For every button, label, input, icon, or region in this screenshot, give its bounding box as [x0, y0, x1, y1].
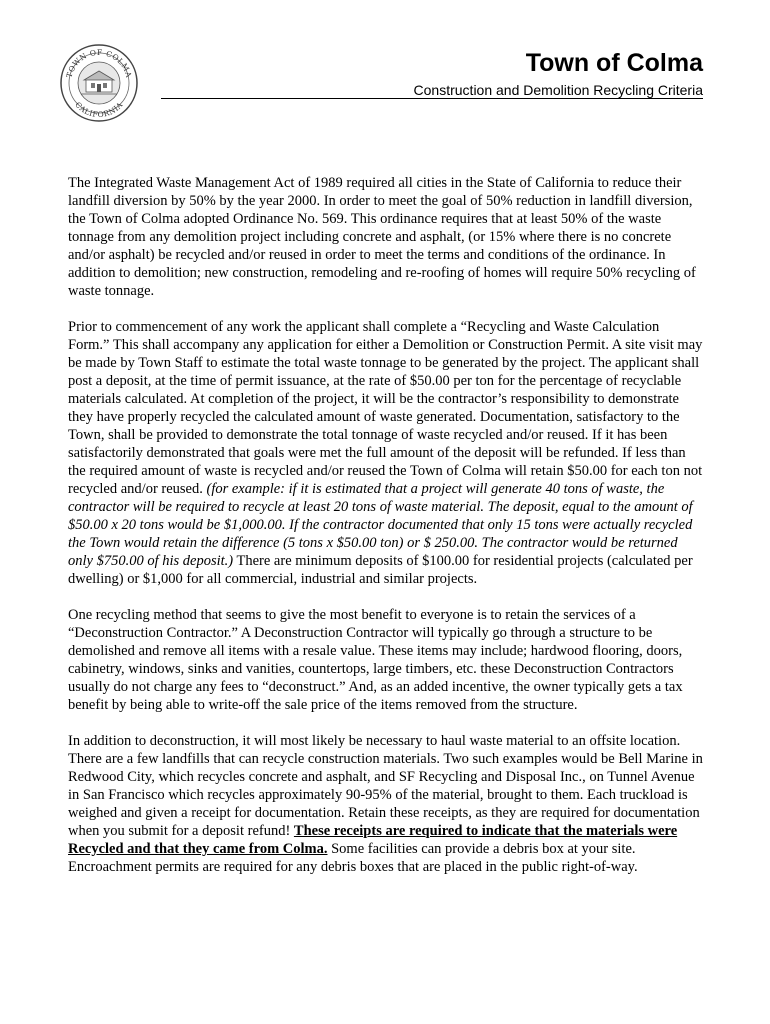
paragraph-deposit-text: Prior to commencement of any work the applicant shall complete a “Recycling and Waste Calculation Form.” This shall accompany any application for either a Demolition or Construction Permit. A site visit may be made by Town Staff to estimate the total waste tonnage to be generated by the project. The applicant shall post a deposit, at the time of permit issuance, at the rate of $50.00 per ton for the percentage of recyclable materials calculated. At completion of the project, it will be the contractor’s responsibility to demonstrate they have properly recycled the calculated amount of waste generated. Documentation, satisfactory to the Town, shall be provided to demonstrate the total tonnage of waste recycled and/or reused. If it has been satisfactorily demonstrated that goals were met the full amount of the deposit will be refunded. If less than the required amount of waste is recycled and/or reused the Town of Colma will retain $50.00 for each ton not recycled and/or reused. [68, 319, 703, 497]
paragraph-deconstruction [68, 606, 704, 714]
header-divider [161, 98, 703, 99]
paragraph-hauling-text: In addition to deconstruction, it will most likely be necessary to haul waste material to an offsite location. There are a few landfills that can recycle construction materials. Two such examples would be Bell Marine in Redwood City, which recycles concrete and asphalt, and SF Recycling and Disposal Inc., on Tunnel Avenue in San Francisco which recycles approximately 90-95% of the material, brought to them. Each truckload is weighed and given a receipt for documentation. Retain these receipts, as they are required for documentation when you submit for a deposit refund! [68, 733, 703, 839]
paragraph-deposit-minimums: There are minimum deposits of $100.00 for residential projects (calculated per dwelling) or $1,000 for all commercial, industrial and similar projects. [68, 553, 693, 587]
paragraph-intro [68, 174, 704, 300]
svg-text:TOWN OF COLMA: TOWN OF COLMA [64, 47, 134, 79]
paragraph-hauling [68, 732, 704, 876]
paragraph-intro-text: The Integrated Waste Management Act of 1989 required all cities in the State of California to reduce their landfill diversion by 50% by the year 2000. In order to meet the goal of 50% reduction in landfill diversion, the Town of Colma adopted Ordinance No. 569. This ordinance requires that at least 50% of the waste tonnage from any demolition project including concrete and asphalt, (or 15% where there is no concrete and/or asphalt) be recycled and/or reused in order to meet the terms and conditions of the ordinance. In addition to demolition; new construction, remodeling and re-roofing of homes will require 50% recycling of waste tonnage. [68, 175, 696, 299]
deposit-example-italic: (for example: if it is estimated that a project will generate 40 tons of waste, the contractor will be required to recycle at least 20 tons of waste material. The deposit, equal to the amount of $50.00 x 20 tons would be $1,000.00. If the contractor documented that only 15 tons were actually recycled the Town would retain the difference (5 tons x $50.00 ton) or $ 250.00. The contractor would be returned only $750.00 of his deposit.) [68, 481, 693, 569]
paragraph-deposit [68, 318, 704, 588]
page-title: Town of Colma [525, 49, 703, 77]
svg-text:CALIFORNIA: CALIFORNIA [73, 100, 125, 120]
paragraph-hauling-end: Some facilities can provide a debris box at your site. Encroachment permits are required for any debris boxes that are placed in the public right-of-way. [68, 841, 638, 875]
paragraph-deconstruction-text: One recycling method that seems to give the most benefit to everyone is to retain the services of a “Deconstruction Contractor.” A Deconstruction Contractor will typically go through a structure to be demolished and remove all items with a resale value. These items may include; hardwood flooring, doors, cabinetry, windows, sinks and vanities, countertops, large timbers, etc. these Deconstruction Contractors usually do not charge any fees to “deconstruct.” And, as an added incentive, the owner typically gets a tax benefit by being able to write-off the sale price of the items removed from the structure. [68, 607, 683, 713]
page-subtitle: Construction and Demolition Recycling Criteria [413, 82, 703, 98]
document-body [68, 174, 704, 894]
receipts-requirement-emphasis: These receipts are required to indicate that the materials were Recycled and that they came from Colma. [68, 823, 678, 857]
seal-graphic [59, 43, 139, 123]
town-seal-logo [59, 43, 139, 123]
